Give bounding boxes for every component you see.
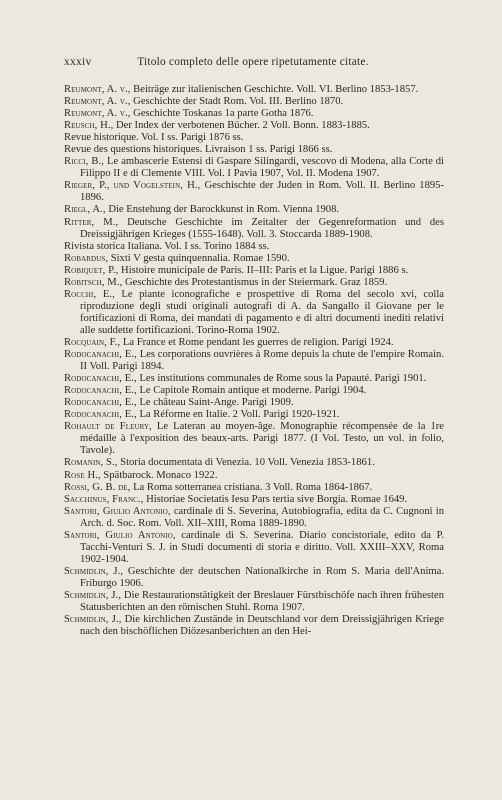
bibliography-entry [64,253,444,265]
bibliography-entry [64,590,444,614]
bibliography-entry [64,494,444,506]
entry-author: Reumont, A. v., [64,108,131,120]
bibliography-entry [64,241,444,253]
entry-author: Santori, Giulio Antonio, [64,505,171,517]
bibliography-entry [64,482,444,494]
entry-text: Le Lateran au moyen-âge. Monographie récompensée de la 1re médaille à l'exposition des beaux-arts. Parigi 1877. (I Vol. Testo, un vol. in folio, Tavole). [80,421,444,457]
entry-author: Rohault de Fleury, [64,421,152,433]
entry-text: Historiae Societatis Iesu Pars tertia sive Borgia. Romae 1649. [143,493,408,505]
entry-author: Rodocanachi, E., [64,349,137,361]
entry-text: Le Capitole Romain antique et moderne. Parigi 1904. [136,385,367,397]
entry-text: Die kirchlichen Zustände in Deutschland vor dem Dreissigjährigen Kriege nach den bischöflichen Diözesanberichten an den Hei- [80,614,444,638]
entry-author: Rossi, G. B. de, [64,481,131,493]
bibliography-entry [64,132,444,144]
bibliography-entry [64,470,444,482]
entry-text: cardinale di S. Severina, Autobiografia, edita da C. Cugnoni in Arch. d. Soc. Rom. Voll. XII–XIII, Roma 1889-1890. [80,505,444,529]
entry-author: Rocchi, E., [64,288,115,300]
entry-text: Geschichte der deutschen Nationalkirche in Rom S. Maria dell'Anima. Friburgo 1906. [80,565,444,589]
entry-author: Rose H., [64,469,101,481]
entry-text: cardinale di S. Severina. Diario concistoriale, edito da P. Tacchi-Venturi S. J. in Studi documenti di storia e diritto. Voll. XXIII–XXV, Roma 1902-1904. [80,529,444,565]
entry-author: Rodocanachi, E., [64,373,137,385]
bibliography-list [64,84,444,638]
bibliography-entry [64,421,444,457]
bibliography-entry [64,566,444,590]
bibliography-entry [64,217,444,241]
entry-text: Sixti V gesta quinquennalia. Romae 1590. [108,252,290,264]
entry-author: Ricci, B., [64,156,105,168]
entry-text: La France et Rome pendant les guerres de religion. Parigi 1924. [120,336,394,348]
running-header [64,56,442,72]
entry-text: Beiträge zur italienischen Geschichte. Voll. VI. Berlino 1853-1857. [130,84,419,95]
page-number: xxxiv [64,56,92,68]
bibliography-entry [64,144,444,156]
bibliography-entry [64,84,444,96]
entry-author: Schmidlin, J., [64,614,122,626]
entry-text: Geschichte der Stadt Rom. Vol. III. Berlino 1870. [130,96,344,108]
entry-author: Robitsch, M., [64,276,123,288]
entry-author: Rocquain, F., [64,336,121,348]
entry-text: Spätbarock. Monaco 1922. [100,469,218,481]
bibliography-entry [64,337,444,349]
entry-text: Le ambascerie Estensi di Gaspare Silingardi, vescovo di Modena, alla Corte di Filippo II e di Clemente VIII. Vol. I Pavia 1907, Vol. II. Modena 1907. [80,156,444,180]
entry-author: Reumont, A. v., [64,84,131,95]
entry-text: Geschischte der Juden in Rom. Voll. II. Berlino 1895-1896. [80,180,445,204]
bibliography-entry [64,506,444,530]
bibliography-entry [64,289,444,337]
entry-author: Rodocanachi, E., [64,409,137,421]
entry-author: Santori, Giulio Antonio, [64,529,176,541]
entry-text: La Réforme en Italie. 2 Voll. Parigi 1920-1921. [136,409,340,421]
running-title: Titolo completo delle opere ripetutamente citate. [137,56,369,68]
bibliography-entry [64,614,444,638]
entry-author: Robiquet, P., [64,264,119,276]
entry-author: Schmidlin, J., [64,589,122,601]
entry-text: La Roma sotterranea cristiana. 3 Voll. Roma 1864-1867. [130,481,373,493]
entry-author: Reusch, H., [64,120,114,132]
bibliography-entry [64,96,444,108]
entry-text: Die Enstehung der Barockkunst in Rom. Vienna 1908. [105,204,340,216]
entry-author: Ritter, M., [64,216,119,228]
entry-text: Revue historique. Vol. I ss. Parigi 1876 ss. [64,132,244,144]
entry-text: Les institutions communales de Rome sous la Papauté. Parigi 1901. [136,373,427,385]
entry-author: Robardus, [64,252,109,264]
entry-author: Reumont, A. v., [64,96,131,108]
entry-text: Deutsche Geschichte im Zeitalter der Gegenreformation und des Dreissigjährigen Krieges (1555-1648). Voll. 3. Stoccarda 1889-1908. [80,216,445,240]
bibliography-entry [64,108,444,120]
entry-text: Le piante iconografiche e prospettive di Roma del secolo xvi, colla riproduzione degli studi originali autografi di A. da Sangallo il Giovane per le fortificazioni di Roma, dei mandati di pagamento e di altri documenti inediti relativi alle suddette fortificazioni. Torino-Roma 1902. [80,288,444,336]
entry-text: Geschichte des Protestantismus in der Steiermark. Graz 1859. [122,276,388,288]
bibliography-entry [64,397,444,409]
bibliography-entry [64,265,444,277]
bibliography-entry [64,409,444,421]
bibliography-entry [64,120,444,132]
entry-text: Rivista storica Italiana. Vol. I ss. Torino 1884 ss. [64,240,270,252]
bibliography-entry [64,156,444,180]
entry-author: Schmidlin, J., [64,565,124,577]
bibliography-entry [64,180,444,204]
bibliography-entry [64,530,444,566]
entry-author: Romanin, S., [64,457,118,469]
bibliography-entry [64,373,444,385]
entry-text: Storia documentata di Venezia. 10 Voll. Venezia 1853-1861. [117,457,375,469]
entry-text: Revue des questions historiques. Livraison 1 ss. Parigi 1866 ss. [64,144,333,156]
bibliography-entry [64,204,444,216]
bibliography-entry [64,457,444,469]
bibliography-entry [64,385,444,397]
entry-author: Rodocanachi, E., [64,397,137,409]
entry-author: Rodocanachi, E., [64,385,137,397]
bibliography-entry [64,349,444,373]
entry-text: Les corporations ouvrières à Rome depuis la chute de l'empire Romain. II Voll. Parigi 1894. [80,349,444,373]
entry-text: Le château Saint-Ange. Parigi 1909. [136,397,294,409]
entry-author: Rieger, P., und Vogelstein, H., [64,180,201,192]
bibliography-entry [64,277,444,289]
entry-author: Sacchinus, Franc., [64,493,144,505]
entry-text: Histoire municipale de Paris. II–III: Paris et la Ligue. Parigi 1886 s. [118,264,409,276]
entry-text: Die Restaurationstätigkeit der Breslauer Fürstbischöfe nach ihren frühesten Statusberichten an den römischen Stuhl. Roma 1907. [80,589,444,614]
entry-text: Der Index der verbotenen Bücher. 2 Voll. Bonn. 1883-1885. [113,120,370,132]
entry-author: Riegl, A., [64,204,106,216]
entry-text: Geschichte Toskanas 1a parte Gotha 1876. [130,108,314,120]
